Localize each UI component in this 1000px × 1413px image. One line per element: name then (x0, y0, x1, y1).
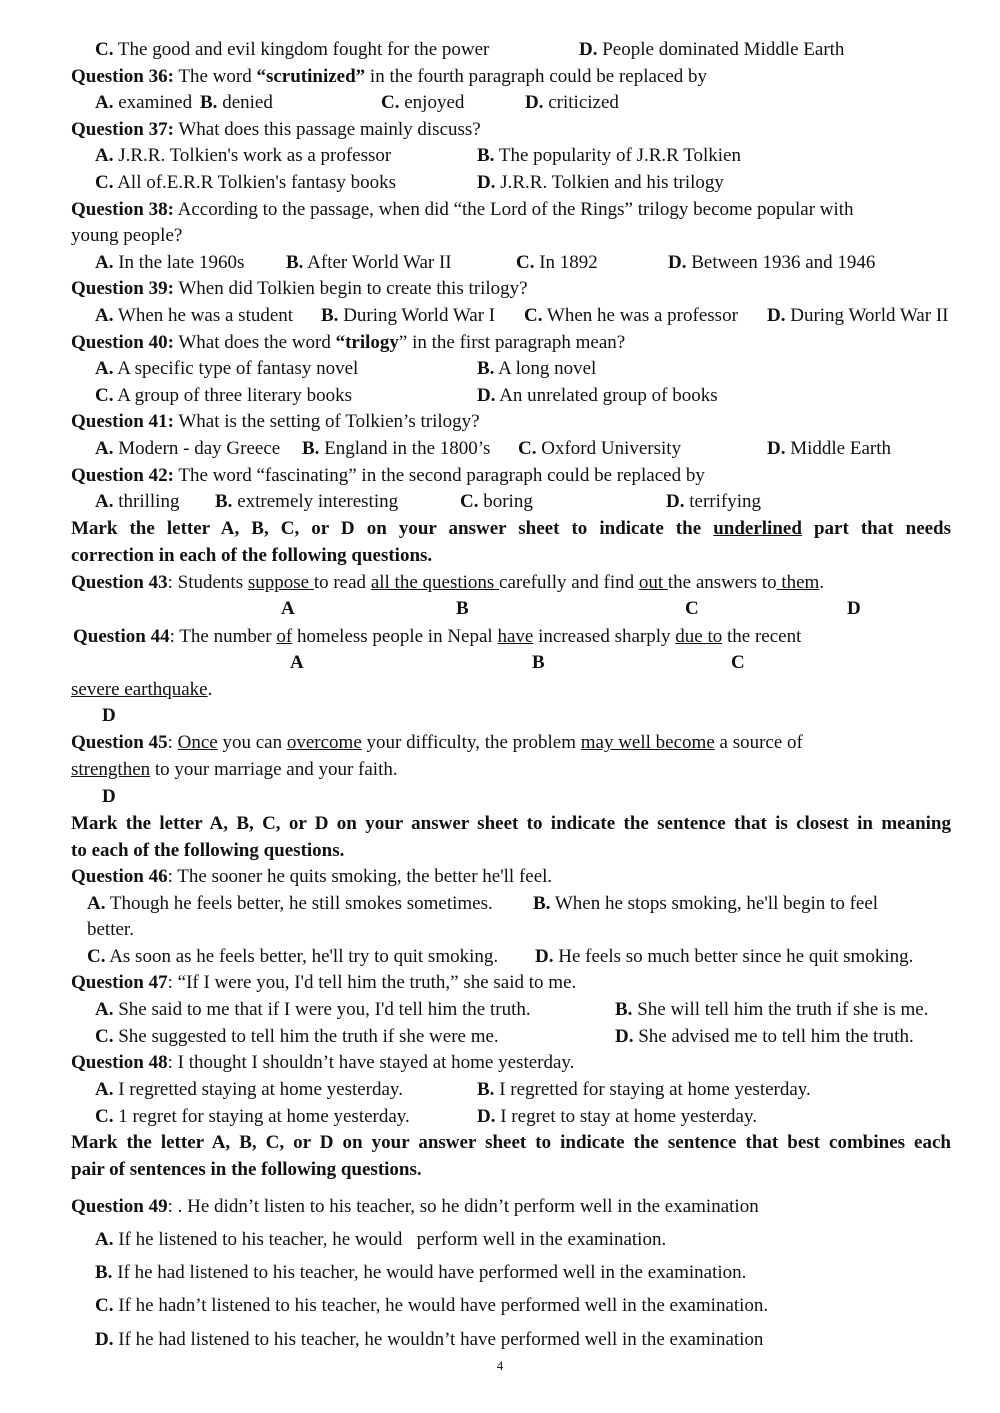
q48-stem: Question 48: I thought I shouldn’t have stayed at home yesterday. (71, 1052, 575, 1073)
q49-stem: Question 49: . He didn’t listen to his teacher, so he didn’t perform well in the examination (71, 1196, 759, 1217)
q48-option-c: C. 1 regret for staying at home yesterday. (95, 1106, 410, 1127)
q41-option-b: B. England in the 1800’s (302, 438, 491, 459)
q47-stem: Question 47: “If I were you, I'd tell him the truth,” she said to me. (71, 972, 577, 993)
q43-label-a: A (281, 598, 295, 619)
q45-label-d: D (102, 786, 116, 807)
q47-option-b: B. She will tell him the truth if she is me. (615, 999, 929, 1020)
q39-option-a: A. When he was a student (95, 305, 294, 326)
q46-option-b-cont: better. (87, 919, 134, 940)
q36-stem: Question 36: The word “scrutinized” in the fourth paragraph could be replaced by (71, 66, 708, 87)
q37-option-b: B. The popularity of J.R.R Tolkien (477, 145, 741, 166)
q46-option-c: C. As soon as he feels better, he'll try to quit smoking. (87, 946, 499, 967)
q40-option-b: B. A long novel (477, 358, 597, 379)
instruction-closest-meaning-cont: to each of the following questions. (71, 840, 345, 861)
instruction-sentence-combination: Mark the letter A, B, C, or D on your answer sheet to indicate the sentence that best combines each (71, 1132, 951, 1153)
q38-stem-cont: young people? (71, 225, 183, 246)
q48-option-b: B. I regretted for staying at home yesterday. (477, 1079, 811, 1100)
q42-stem: Question 42: The word “fascinating” in the second paragraph could be replaced by (71, 465, 705, 486)
q38-stem: Question 38: According to the passage, when did “the Lord of the Rings” trilogy become popular with (71, 199, 854, 220)
q43-stem: Question 43: Students suppose to read all the questions carefully and find out the answers to them. (71, 572, 825, 593)
q49-option-b: B. If he had listened to his teacher, he would have performed well in the examination. (95, 1262, 747, 1283)
q39-stem: Question 39: When did Tolkien begin to create this trilogy? (71, 278, 528, 299)
q41-option-a: A. Modern - day Greece (95, 438, 281, 459)
q37-option-a: A. J.R.R. Tolkien's work as a professor (95, 145, 392, 166)
q41-option-c: C. Oxford University (518, 438, 682, 459)
q37-option-d: D. J.R.R. Tolkien and his trilogy (477, 172, 724, 193)
q38-option-c: C. In 1892 (516, 252, 598, 273)
q40-option-a: A. A specific type of fantasy novel (95, 358, 359, 379)
q42-option-b: B. extremely interesting (215, 491, 399, 512)
instruction-sentence-combination-cont: pair of sentences in the following questions. (71, 1159, 422, 1180)
q48-option-a: A. I regretted staying at home yesterday. (95, 1079, 403, 1100)
q36-option-c: C. enjoyed (381, 92, 465, 113)
q39-option-d: D. During World War II (767, 305, 949, 326)
q40-option-d: D. An unrelated group of books (477, 385, 718, 406)
q47-option-d: D. She advised me to tell him the truth. (615, 1026, 914, 1047)
q41-option-d: D. Middle Earth (767, 438, 892, 459)
q44-stem-cont: severe earthquake. (71, 679, 213, 700)
q46-option-b: B. When he stops smoking, he'll begin to feel (533, 893, 879, 914)
q37-stem: Question 37: What does this passage mainly discuss? (71, 119, 481, 140)
q42-option-a: A. thrilling (95, 491, 180, 512)
q36-option-a: A. examined (95, 92, 193, 113)
q37-option-c: C. All of.E.R.R Tolkien's fantasy books (95, 172, 396, 193)
q43-label-c: C (685, 598, 699, 619)
q39-option-b: B. During World War I (321, 305, 496, 326)
q45-stem-cont: strengthen to your marriage and your faith. (71, 759, 398, 780)
q40-option-c: C. A group of three literary books (95, 385, 352, 406)
q38-option-a: A. In the late 1960s (95, 252, 245, 273)
instruction-error-identification: Mark the letter A, B, C, or D on your answer sheet to indicate the underlined part that needs (71, 518, 952, 539)
q46-option-d: D. He feels so much better since he quit smoking. (535, 946, 914, 967)
q49-option-c: C. If he hadn’t listened to his teacher, he would have performed well in the examination. (95, 1295, 769, 1316)
q44-label-a: A (290, 652, 304, 673)
q44-label-b: B (532, 652, 545, 673)
instruction-error-identification-cont: correction in each of the following questions. (71, 545, 433, 566)
q46-stem: Question 46: The sooner he quits smoking, the better he'll feel. (71, 866, 553, 887)
q41-stem: Question 41: What is the setting of Tolkien’s trilogy? (71, 411, 480, 432)
q44-label-c: C (731, 652, 745, 673)
q48-option-d: D. I regret to stay at home yesterday. (477, 1106, 757, 1127)
q49-option-d: D. If he had listened to his teacher, he wouldn’t have performed well in the examination (95, 1329, 764, 1350)
q36-option-d: D. criticized (525, 92, 619, 113)
q46-option-a: A. Though he feels better, he still smokes sometimes. (87, 893, 493, 914)
instruction-closest-meaning: Mark the letter A, B, C, or D on your answer sheet to indicate the sentence that is closest in meaning (71, 813, 951, 834)
q45-stem: Question 45: Once you can overcome your difficulty, the problem may well become a source of (71, 732, 803, 753)
q43-label-b: B (456, 598, 469, 619)
page-number: 4 (496, 1358, 504, 1373)
q44-label-d: D (102, 705, 116, 726)
q47-option-a: A. She said to me that if I were you, I'd tell him the truth. (95, 999, 531, 1020)
q35-option-d: D. People dominated Middle Earth (579, 39, 845, 60)
q39-option-c: C. When he was a professor (524, 305, 738, 326)
q49-option-a: A. If he listened to his teacher, he would perform well in the examination. (95, 1229, 667, 1250)
q40-stem: Question 40: What does the word “trilogy” in the first paragraph mean? (71, 332, 626, 353)
q36-option-b: B. denied (200, 92, 273, 113)
q43-label-d: D (847, 598, 861, 619)
q38-option-b: B. After World War II (286, 252, 452, 273)
q44-stem: Question 44: The number of homeless people in Nepal have increased sharply due to the recent (73, 626, 802, 647)
q42-option-d: D. terrifying (666, 491, 761, 512)
q38-option-d: D. Between 1936 and 1946 (668, 252, 876, 273)
q42-option-c: C. boring (460, 491, 533, 512)
q47-option-c: C. She suggested to tell him the truth if she were me. (95, 1026, 499, 1047)
q35-option-c: C. The good and evil kingdom fought for the power (95, 39, 490, 60)
